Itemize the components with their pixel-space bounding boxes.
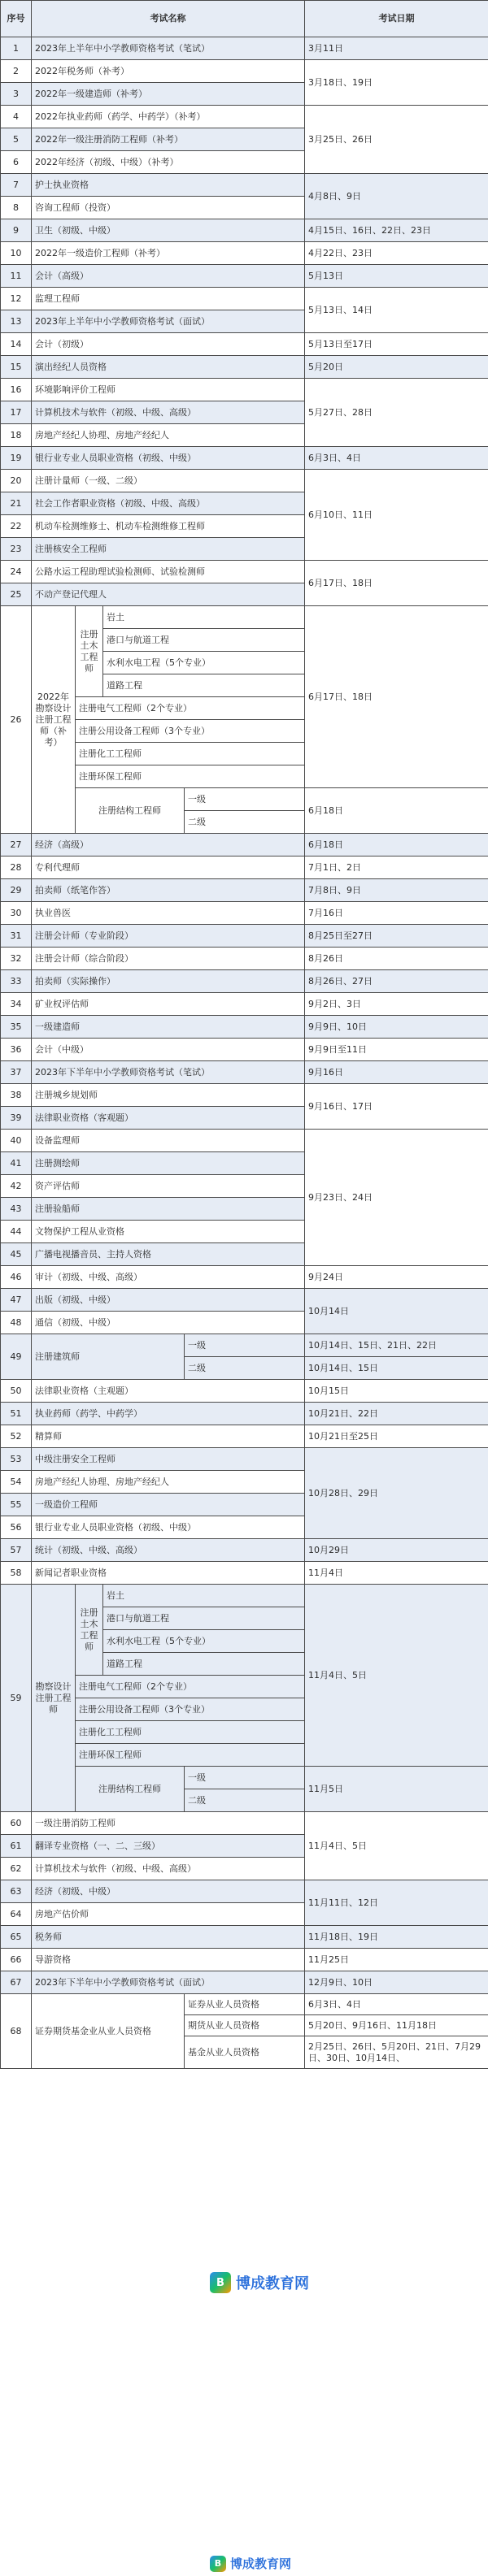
table-row [1,902,488,925]
exam-name: 拍卖师（实际操作） [32,970,305,993]
exam-name: 经济（初级、中级） [32,1880,305,1903]
row-number: 65 [1,1926,32,1949]
exam-date: 10月21日、22日 [305,1403,488,1425]
exam-date: 3月25日、26日 [305,106,488,174]
civil-sub-item: 水利水电工程（5个专业） [103,652,305,674]
exam-date: 11月4日、5日 [305,1812,488,1880]
exam-name: 注册会计师（专业阶段） [32,925,305,948]
exam-date: 8月26日、27日 [305,970,488,993]
row-number: 54 [1,1471,32,1494]
exam-date: 9月24日 [305,1266,488,1289]
row-number: 30 [1,902,32,925]
table-row [1,1334,488,1357]
exam-name: 2023年下半年中小学教师资格考试（面试） [32,1971,305,1994]
exam-name: 2022年税务师（补考） [32,60,305,83]
exam-name: 证券期货基金业从业人员资格 [32,1994,185,2069]
exam-name: 注册核安全工程师 [32,538,305,561]
table-body [1,37,488,2069]
table-row [1,106,488,128]
row-number: 41 [1,1152,32,1175]
exam-date: 11月5日 [305,1767,488,1812]
exam-name: 中级注册安全工程师 [32,1448,305,1471]
exam-name: 注册测绘师 [32,1152,305,1175]
exam-date: 4月8日、9日 [305,174,488,219]
design-group-name: 2022年勘察设计注册工程师（补考） [32,606,76,834]
table-row [1,856,488,879]
exam-date: 10月14日 [305,1289,488,1334]
exam-name: 精算师 [32,1425,305,1448]
exam-name: 一级注册消防工程师 [32,1812,305,1835]
row-number: 63 [1,1880,32,1903]
row-number: 20 [1,470,32,492]
table-row [1,1562,488,1585]
table-row [1,356,488,379]
table-row [1,1380,488,1403]
table-row [1,879,488,902]
exam-name: 房地产经纪人协理、房地产经纪人 [32,1471,305,1494]
row-number: 11 [1,265,32,288]
exam-name: 咨询工程师（投资） [32,197,305,219]
row-number: 33 [1,970,32,993]
row-number: 67 [1,1971,32,1994]
row-number: 22 [1,515,32,538]
row-number: 66 [1,1949,32,1971]
table-row [1,1880,488,1903]
exam-date: 6月17日、18日 [305,561,488,606]
row-number: 31 [1,925,32,948]
design-sub-item: 注册电气工程师（2个专业） [76,697,305,720]
watermark-logo-icon: B [210,2272,231,2293]
table-row [1,993,488,1016]
civil-sub-item: 道路工程 [103,1653,305,1676]
row-number: 60 [1,1812,32,1835]
exam-name: 税务师 [32,1926,305,1949]
exam-name: 注册验船师 [32,1198,305,1221]
civil-engineer-label: 注册土木工程师 [76,1585,103,1676]
row-number: 2 [1,60,32,83]
row-number: 6 [1,151,32,174]
exam-date: 10月14日、15日、21日、22日 [305,1334,488,1357]
architect-level: 二级 [185,1357,305,1380]
row-number: 55 [1,1494,32,1516]
table-row [1,1084,488,1107]
exam-name: 公路水运工程助理试验检测师、试验检测师 [32,561,305,583]
row-number: 51 [1,1403,32,1425]
row-number: 58 [1,1562,32,1585]
exam-name: 通信（初级、中级） [32,1312,305,1334]
row-number: 10 [1,242,32,265]
row-number: 40 [1,1130,32,1152]
row-number: 62 [1,1858,32,1880]
table-row [1,1949,488,1971]
row-number: 56 [1,1516,32,1539]
design-sub-item: 注册化工工程师 [76,1721,305,1744]
table-row [1,1448,488,1471]
exam-name: 翻译专业资格（一、二、三级） [32,1835,305,1858]
row-number: 8 [1,197,32,219]
row-number: 52 [1,1425,32,1448]
exam-name: 护士执业资格 [32,174,305,197]
table-row [1,447,488,470]
exam-name: 2023年下半年中小学教师资格考试（笔试） [32,1061,305,1084]
row-number: 44 [1,1221,32,1243]
table-row [1,1130,488,1152]
exam-name: 2022年一级注册消防工程师（补考） [32,128,305,151]
structural-level: 二级 [185,1789,305,1812]
row-number: 3 [1,83,32,106]
row-number: 27 [1,834,32,856]
table-row [1,1289,488,1312]
exam-name: 矿业权评估师 [32,993,305,1016]
row-number: 64 [1,1903,32,1926]
table-row [1,60,488,83]
civil-sub-item: 岩土 [103,1585,305,1607]
row-number: 45 [1,1243,32,1266]
exam-date: 10月29日 [305,1539,488,1562]
exam-name: 一级造价工程师 [32,1494,305,1516]
exam-name: 资产评估师 [32,1175,305,1198]
exam-name: 环境影响评价工程师 [32,379,305,401]
exam-date: 4月22日、23日 [305,242,488,265]
exam-name: 会计（中级） [32,1039,305,1061]
securities-sub-item: 期货从业人员资格 [185,2015,305,2036]
civil-sub-item: 港口与航道工程 [103,1607,305,1630]
exam-date: 7月16日 [305,902,488,925]
exam-date: 9月16日、17日 [305,1084,488,1130]
row-number: 59 [1,1585,32,1812]
exam-date: 9月9日至11日 [305,1039,488,1061]
civil-sub-item: 港口与航道工程 [103,629,305,652]
exam-date: 6月3日、4日 [305,1994,488,2015]
row-number: 16 [1,379,32,401]
row-number: 19 [1,447,32,470]
row-number: 15 [1,356,32,379]
table-header-row [1,1,488,37]
table-row [1,1266,488,1289]
exam-date: 11月4日、5日 [305,1585,488,1767]
exam-date: 10月15日 [305,1380,488,1403]
table-row [1,379,488,401]
exam-date: 6月3日、4日 [305,447,488,470]
row-number: 12 [1,288,32,310]
exam-date: 10月21日至25日 [305,1425,488,1448]
exam-date: 3月18日、19日 [305,60,488,106]
exam-name: 演出经纪人员资格 [32,356,305,379]
civil-sub-item: 岩土 [103,606,305,629]
exam-date: 4月15日、16日、22日、23日 [305,219,488,242]
table-row [1,1539,488,1562]
exam-date: 5月13日 [305,265,488,288]
header-num: 序号 [1,1,32,37]
row-number: 21 [1,492,32,515]
row-number: 42 [1,1175,32,1198]
row-number: 50 [1,1380,32,1403]
table-row [1,1812,488,1835]
exam-date: 9月16日 [305,1061,488,1084]
row-number: 34 [1,993,32,1016]
exam-date: 7月8日、9日 [305,879,488,902]
structural-level: 二级 [185,811,305,834]
exam-name: 设备监理师 [32,1130,305,1152]
design-sub-item: 注册环保工程师 [76,1744,305,1767]
row-number: 37 [1,1061,32,1084]
table-row [1,37,488,60]
securities-sub-item: 证券从业人员资格 [185,1994,305,2015]
row-number: 9 [1,219,32,242]
row-number: 36 [1,1039,32,1061]
exam-date: 8月25日至27日 [305,925,488,948]
structural-engineer-label: 注册结构工程师 [76,788,185,834]
exam-name: 监理工程师 [32,288,305,310]
watermark-text: 博成教育网 [236,2275,309,2292]
exam-date: 5月20日、9月16日、11月18日 [305,2015,488,2036]
row-number: 14 [1,333,32,356]
exam-date: 11月25日 [305,1949,488,1971]
design-group-name: 勘察设计注册工程师 [32,1585,76,1812]
exam-name: 2023年上半年中小学教师资格考试（面试） [32,310,305,333]
exam-date: 8月26日 [305,948,488,970]
row-number: 32 [1,948,32,970]
exam-date: 2月25日、26日、5月20日、21日、7月29日、30日、10月14日、 [305,2036,488,2069]
exam-date: 6月17日、18日 [305,606,488,788]
exam-name: 导游资格 [32,1949,305,1971]
table-row [1,1971,488,1994]
header-date: 考试日期 [305,1,488,37]
table-row [1,948,488,970]
design-sub-item: 注册公用设备工程师（3个专业） [76,720,305,743]
exam-date: 5月20日 [305,356,488,379]
exam-date: 11月18日、19日 [305,1926,488,1949]
exam-date: 7月1日、2日 [305,856,488,879]
exam-name: 注册建筑师 [32,1334,185,1380]
exam-date: 11月11日、12日 [305,1880,488,1926]
table-row [1,834,488,856]
exam-date: 3月11日 [305,37,488,60]
row-number: 17 [1,401,32,424]
row-number: 18 [1,424,32,447]
design-sub-item: 注册电气工程师（2个专业） [76,1676,305,1698]
exam-name: 经济（高级） [32,834,305,856]
row-number: 26 [1,606,32,834]
row-number: 46 [1,1266,32,1289]
exam-name: 注册城乡规划师 [32,1084,305,1107]
watermark [202,2269,317,2296]
row-number: 1 [1,37,32,60]
row-number: 47 [1,1289,32,1312]
exam-name: 房地产估价师 [32,1903,305,1926]
row-number: 48 [1,1312,32,1334]
exam-name: 一级建造师 [32,1016,305,1039]
exam-name: 卫生（初级、中级） [32,219,305,242]
exam-name: 审计（初级、中级、高级） [32,1266,305,1289]
exam-date: 6月18日 [305,834,488,856]
table-row [1,1039,488,1061]
exam-name: 2023年上半年中小学教师资格考试（笔试） [32,37,305,60]
row-number: 5 [1,128,32,151]
civil-sub-item: 水利水电工程（5个专业） [103,1630,305,1653]
table-row [1,333,488,356]
row-number: 24 [1,561,32,583]
design-sub-item: 注册公用设备工程师（3个专业） [76,1698,305,1721]
table-row [1,1585,488,1607]
exam-date: 9月9日、10日 [305,1016,488,1039]
exam-name: 不动产登记代理人 [32,583,305,606]
table-row [1,1016,488,1039]
exam-name: 执业兽医 [32,902,305,925]
civil-engineer-label: 注册土木工程师 [76,606,103,697]
exam-date: 10月14日、15日 [305,1357,488,1380]
architect-level: 一级 [185,1334,305,1357]
exam-date: 9月2日、3日 [305,993,488,1016]
exam-name: 广播电视播音员、主持人资格 [32,1243,305,1266]
exam-name: 2022年经济（初级、中级）（补考） [32,151,305,174]
exam-name: 计算机技术与软件（初级、中级、高级） [32,1858,305,1880]
structural-engineer-label: 注册结构工程师 [76,1767,185,1812]
exam-date: 5月13日至17日 [305,333,488,356]
header-name: 考试名称 [32,1,305,37]
table-row [1,288,488,310]
row-number: 39 [1,1107,32,1130]
row-number: 53 [1,1448,32,1471]
row-number: 61 [1,1835,32,1858]
table-row [1,219,488,242]
table-row [1,1926,488,1949]
exam-name: 计算机技术与软件（初级、中级、高级） [32,401,305,424]
table-row [1,470,488,492]
design-sub-item: 注册化工工程师 [76,743,305,765]
exam-date: 6月10日、11日 [305,470,488,561]
table-row [1,970,488,993]
bottom-watermark [203,2553,298,2574]
exam-name: 拍卖师（纸笔作答） [32,879,305,902]
exam-name: 新闻记者职业资格 [32,1562,305,1585]
row-number: 43 [1,1198,32,1221]
exam-name: 会计（高级） [32,265,305,288]
table-row [1,242,488,265]
table-row [1,561,488,583]
exam-date: 12月9日、10日 [305,1971,488,1994]
exam-name: 统计（初级、中级、高级） [32,1539,305,1562]
exam-name: 社会工作者职业资格（初级、中级、高级） [32,492,305,515]
exam-name: 出版（初级、中级） [32,1289,305,1312]
row-number: 57 [1,1539,32,1562]
securities-sub-item: 基金从业人员资格 [185,2036,305,2069]
exam-name: 注册会计师（综合阶段） [32,948,305,970]
exam-date: 9月23日、24日 [305,1130,488,1266]
exam-name: 2022年一级建造师（补考） [32,83,305,106]
row-number: 13 [1,310,32,333]
row-number: 35 [1,1016,32,1039]
bottom-watermark-text: 博成教育网 [230,2556,292,2571]
table-row [1,1425,488,1448]
row-number: 49 [1,1334,32,1380]
row-number: 38 [1,1084,32,1107]
exam-date: 10月28日、29日 [305,1448,488,1539]
exam-date: 5月13日、14日 [305,288,488,333]
table-row [1,606,488,629]
exam-name: 银行业专业人员职业资格（初级、中级） [32,1516,305,1539]
exam-name: 银行业专业人员职业资格（初级、中级） [32,447,305,470]
bottom-watermark-logo-icon: B [210,2556,226,2572]
row-number: 29 [1,879,32,902]
table-row [1,265,488,288]
exam-name: 执业药师（药学、中药学） [32,1403,305,1425]
row-number: 4 [1,106,32,128]
civil-sub-item: 道路工程 [103,674,305,697]
row-number: 68 [1,1994,32,2069]
exam-date: 11月4日 [305,1562,488,1585]
exam-name: 文物保护工程从业资格 [32,1221,305,1243]
table-row [1,1994,488,2015]
exam-name: 法律职业资格（客观题） [32,1107,305,1130]
table-row [1,925,488,948]
exam-name: 机动车检测维修士、机动车检测维修工程师 [32,515,305,538]
exam-date: 6月18日 [305,788,488,834]
row-number: 23 [1,538,32,561]
row-number: 28 [1,856,32,879]
row-number: 7 [1,174,32,197]
exam-name: 房地产经纪人协理、房地产经纪人 [32,424,305,447]
table-row [1,1061,488,1084]
exam-name: 法律职业资格（主观题） [32,1380,305,1403]
exam-name: 2022年执业药师（药学、中药学）（补考） [32,106,305,128]
exam-name: 注册计量师（一级、二级） [32,470,305,492]
row-number: 25 [1,583,32,606]
exam-name: 会计（初级） [32,333,305,356]
exam-date: 5月27日、28日 [305,379,488,447]
structural-level: 一级 [185,1767,305,1789]
exam-name: 2022年一级造价工程师（补考） [32,242,305,265]
table-row [1,174,488,197]
structural-level: 一级 [185,788,305,811]
design-sub-item: 注册环保工程师 [76,765,305,788]
exam-name: 专利代理师 [32,856,305,879]
table-row [1,1403,488,1425]
